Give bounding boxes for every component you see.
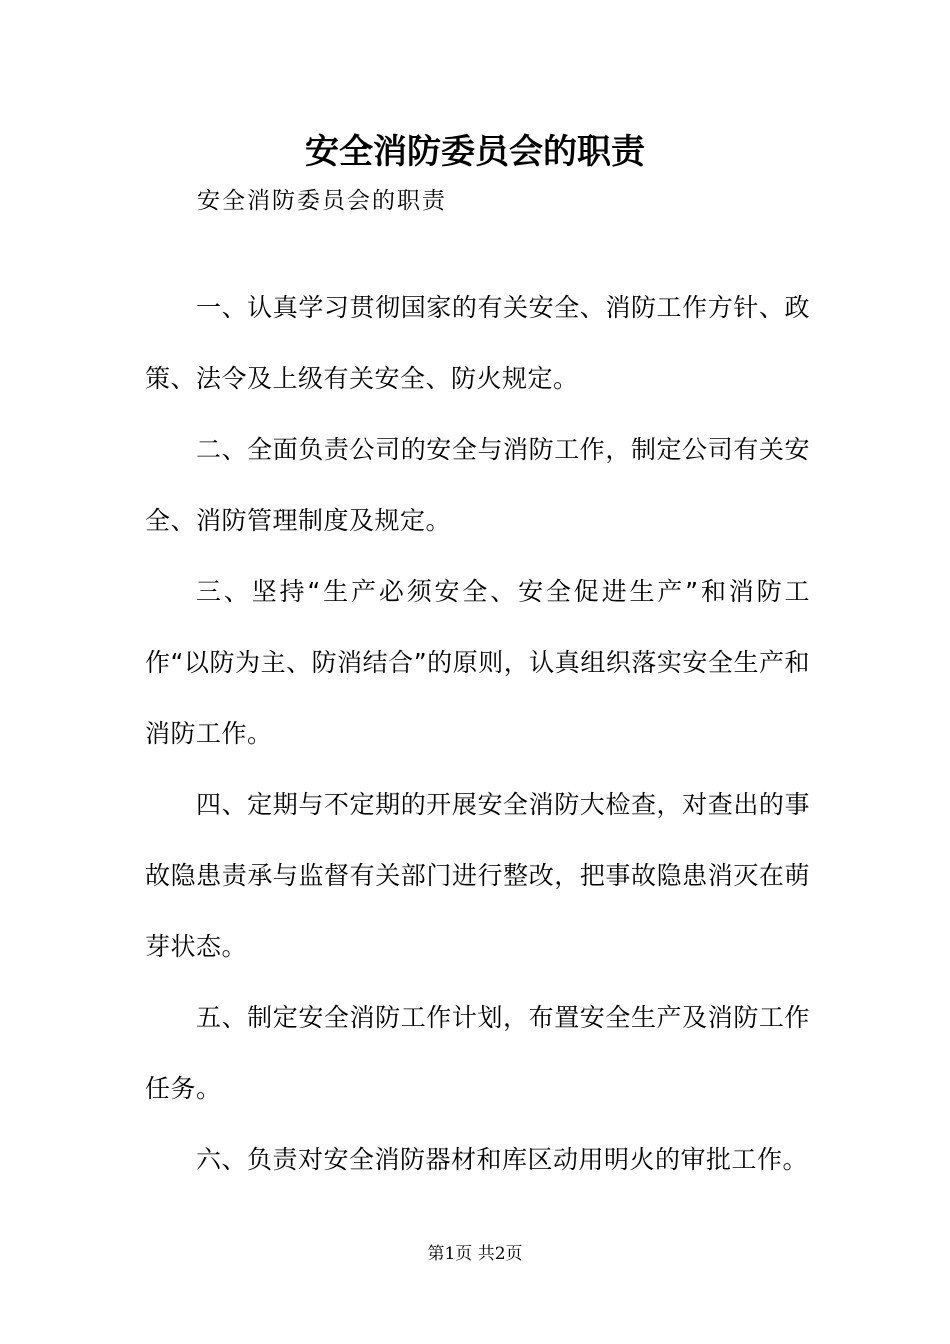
paragraph-4: 四、定期与不定期的开展安全消防大检查，对查出的事故隐患责承与监督有关部门进行整改，把事故隐患消灭在萌芽状态。	[145, 790, 810, 961]
document-body	[145, 272, 810, 1195]
page-number-footer: 第1页 共2页	[427, 1244, 523, 1264]
paragraph-2: 二、全面负责公司的安全与消防工作，制定公司有关安全、消防管理制度及规定。	[145, 435, 810, 535]
paragraph-1: 一、认真学习贯彻国家的有关安全、消防工作方针、政策、法令及上级有关安全、防火规定。	[145, 293, 810, 393]
paragraph-3: 三、坚持“生产必须安全、安全促进生产”和消防工作“以防为主、防消结合”的原则，认真组织落实安全生产和消防工作。	[145, 577, 810, 748]
paragraph-6: 六、负责对安全消防器材和库区动用明火的审批工作。	[196, 1145, 809, 1174]
document-title: 安全消防委员会的职责	[305, 132, 645, 172]
document-subtitle: 安全消防委员会的职责	[197, 188, 447, 214]
paragraph-5: 五、制定安全消防工作计划，布置安全生产及消防工作任务。	[145, 1003, 810, 1103]
